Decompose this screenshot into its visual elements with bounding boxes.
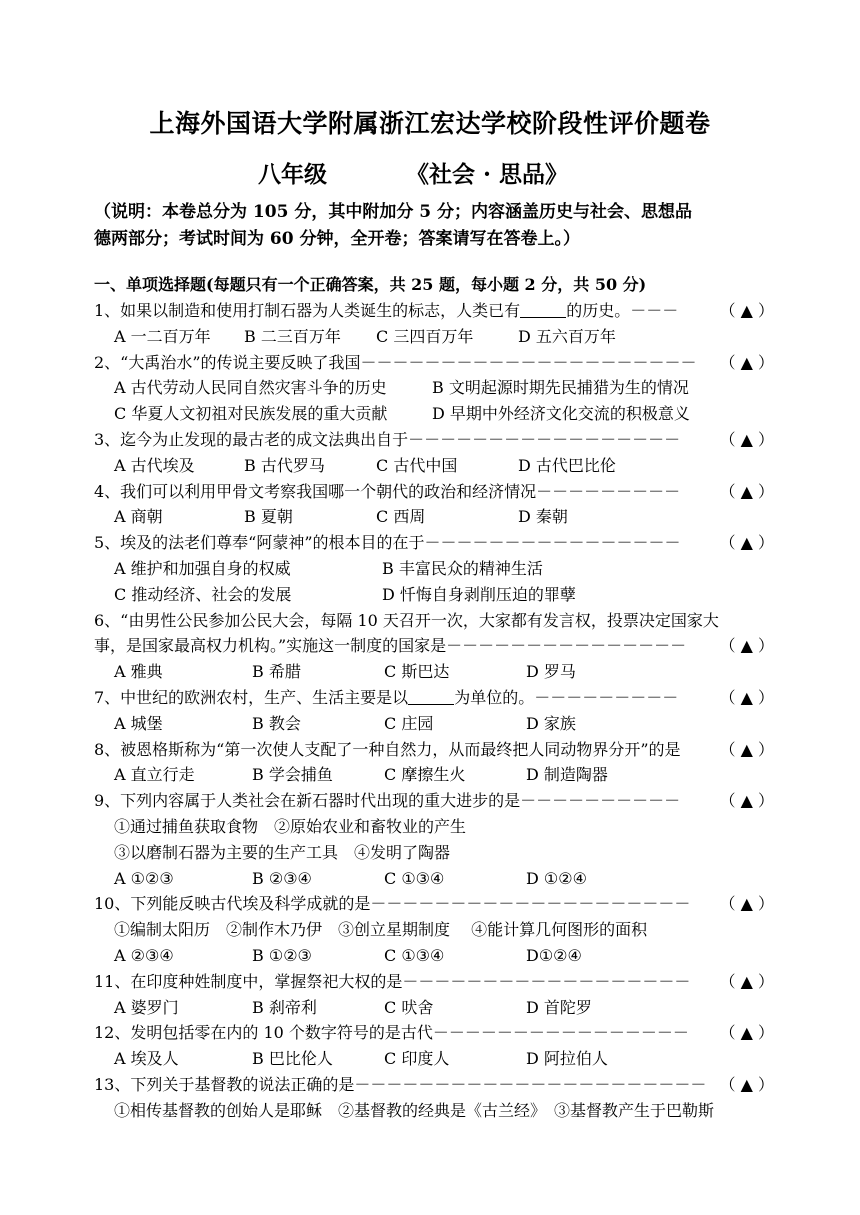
answer-mark: （ ▲ ） xyxy=(719,1074,774,1094)
option-c: C 摩擦生火 xyxy=(384,765,466,785)
option-b: B ①②③ xyxy=(252,945,312,965)
option-c: C ①③④ xyxy=(384,868,445,888)
option-a: A 婆罗门 xyxy=(114,997,179,1017)
answer-mark: （ ▲ ） xyxy=(719,429,774,449)
options-row xyxy=(94,324,774,350)
option-a: A 城堡 xyxy=(114,713,163,733)
answer-mark: （ ▲ ） xyxy=(719,352,774,372)
fill-blank[interactable] xyxy=(408,688,454,705)
question-12 xyxy=(94,1020,774,1046)
question-text: 4、我们可以利用甲骨文考察我国哪一个朝代的政治和经济情况－－－－－－－－－ xyxy=(94,481,681,501)
question-text: 5、埃及的法老们尊奉“阿蒙神”的根本目的在于－－－－－－－－－－－－－－－－ xyxy=(94,533,681,553)
question-text: 2、“大禹治水”的传说主要反映了我国－－－－－－－－－－－－－－－－－－－－－ xyxy=(94,352,697,372)
statement-items: ①编制太阳历 ②制作木乃伊 ③创立星期制度 ④能计算几何图形的面积 xyxy=(114,920,648,940)
exam-title: 上海外国语大学附属浙江宏达学校阶段性评价题卷 xyxy=(149,109,711,138)
options-row xyxy=(94,556,774,582)
instructions-line-1: （说明：本卷总分为 105 分，其中附加分 5 分；内容涵盖历史与社会、思想品 xyxy=(94,202,692,222)
option-a: A 古代埃及 xyxy=(114,455,195,475)
option-c: C 斯巴达 xyxy=(384,662,450,682)
option-b: B 二三百万年 xyxy=(244,326,341,346)
answer-mark: （ ▲ ） xyxy=(719,971,774,991)
subject-label: 《社会 · 思品》 xyxy=(406,161,569,188)
options-row xyxy=(94,866,774,892)
question-text: 9、下列内容属于人类社会在新石器时代出现的重大进步的是－－－－－－－－－－ xyxy=(94,791,681,811)
statement-items: ①相传基督教的创始人是耶稣 ②基督教的经典是《古兰经》 ③基督教产生于巴勒斯 xyxy=(114,1100,715,1120)
option-d: D 忏悔自身剥削压迫的罪孽 xyxy=(382,584,576,604)
option-c: C 印度人 xyxy=(384,1049,450,1069)
answer-mark: （ ▲ ） xyxy=(719,301,774,320)
question-text: 11、在印度种姓制度中，掌握祭祀大权的是－－－－－－－－－－－－－－－－－－ xyxy=(94,971,691,991)
option-c: C 吠舍 xyxy=(384,997,434,1017)
question-text: 10、下列能反映古代埃及科学成就的是－－－－－－－－－－－－－－－－－－－－ xyxy=(94,894,691,914)
answer-mark: （ ▲ ） xyxy=(719,687,774,707)
options-row xyxy=(94,375,774,401)
option-c: C 西周 xyxy=(376,507,426,527)
options-row xyxy=(94,995,774,1021)
fill-blank[interactable] xyxy=(520,301,566,318)
options-row xyxy=(94,504,774,530)
option-a: A 商朝 xyxy=(114,507,163,527)
option-b: B 文明起源时期先民捕猎为生的情况 xyxy=(432,378,689,398)
option-a: A ②③④ xyxy=(114,945,174,965)
option-d: D 首陀罗 xyxy=(526,997,592,1017)
options-row xyxy=(94,762,774,788)
options-row xyxy=(94,659,774,685)
question-text: 12、发明包括零在内的 10 个数字符号的是古代－－－－－－－－－－－－－－－－ xyxy=(94,1023,689,1043)
option-c: C 华夏人文初祖对民族发展的重大贡献 xyxy=(114,404,388,424)
question-text: 3、迄今为止发现的最古老的成文法典出自于－－－－－－－－－－－－－－－－－ xyxy=(94,429,681,449)
option-c: C 古代中国 xyxy=(376,455,458,475)
option-c: C 推动经济、社会的发展 xyxy=(114,584,292,604)
option-d: D ①②④ xyxy=(526,868,587,888)
answer-mark: （ ▲ ） xyxy=(719,533,774,553)
option-a: A 雅典 xyxy=(114,662,163,682)
option-b: B 教会 xyxy=(252,713,301,733)
question-list xyxy=(94,298,774,1124)
question-text: 13、下列关于基督教的说法正确的是－－－－－－－－－－－－－－－－－－－－－－ xyxy=(94,1074,707,1094)
grade-label: 八年级 xyxy=(258,161,327,188)
items-row xyxy=(94,917,774,943)
option-d: D 罗马 xyxy=(526,662,576,682)
question-2 xyxy=(94,350,774,376)
question-8 xyxy=(94,737,774,763)
exam-instructions xyxy=(94,199,784,253)
option-d: D 早期中外经济文化交流的积极意义 xyxy=(432,404,690,424)
section-heading: 一、单项选择题(每题只有一个正确答案，共 25 题，每小题 2 分，共 50 分) xyxy=(94,275,647,294)
options-row xyxy=(94,401,774,427)
question-text: 6、“由男性公民参加公民大会，每隔 10 天召开一次，大家都有发言权，投票决定国家大 xyxy=(94,610,719,630)
answer-mark: （ ▲ ） xyxy=(719,791,774,811)
question-7 xyxy=(94,685,774,711)
question-9 xyxy=(94,788,774,814)
options-row xyxy=(94,711,774,737)
question-4 xyxy=(94,479,774,505)
options-row xyxy=(94,582,774,608)
answer-mark: （ ▲ ） xyxy=(719,636,774,656)
option-d: D 古代巴比伦 xyxy=(518,455,616,475)
option-d: D 阿拉伯人 xyxy=(526,1049,608,1069)
question-3 xyxy=(94,427,774,453)
option-c: C 庄园 xyxy=(384,713,434,733)
statement-items: ③以磨制石器为主要的生产工具 ④发明了陶器 xyxy=(114,842,451,862)
option-a: A ①②③ xyxy=(114,868,174,888)
answer-mark: （ ▲ ） xyxy=(719,739,774,759)
question-text: 事，是国家最高权力机构。”实施这一制度的国家是－－－－－－－－－－－－－－－ xyxy=(94,636,687,656)
option-a: A 古代劳动人民同自然灾害斗争的历史 xyxy=(114,378,387,398)
question-13 xyxy=(94,1072,774,1098)
items-row xyxy=(94,840,774,866)
question-1 xyxy=(94,298,774,324)
items-row xyxy=(94,814,774,840)
instructions-line-2: 德两部分；考试时间为 60 分钟，全开卷；答案请写在答卷上。） xyxy=(94,229,580,249)
question-5 xyxy=(94,530,774,556)
option-c: C ①③④ xyxy=(384,945,445,965)
items-row xyxy=(94,1098,774,1124)
option-d: D 五六百万年 xyxy=(518,326,616,346)
options-row xyxy=(94,943,774,969)
question-6-continued xyxy=(94,633,774,659)
question-10 xyxy=(94,891,774,917)
question-text: 8、被恩格斯称为“第一次使人支配了一种自然力，从而最终把人同动物界分开”的是 xyxy=(94,739,681,759)
answer-mark: （ ▲ ） xyxy=(719,894,774,914)
option-b: B 刹帝利 xyxy=(252,997,317,1017)
option-d: D①②④ xyxy=(526,945,582,965)
options-row xyxy=(94,453,774,479)
question-11 xyxy=(94,969,774,995)
option-a: A 埃及人 xyxy=(114,1049,179,1069)
answer-mark: （ ▲ ） xyxy=(719,481,774,501)
question-6 xyxy=(94,608,774,634)
answer-mark: （ ▲ ） xyxy=(719,1023,774,1043)
question-text: 1、如果以制造和使用打制石器为人类诞生的标志，人类已有 的历史。－－－ xyxy=(94,301,679,320)
option-c: C 三四百万年 xyxy=(376,326,474,346)
option-d: D 制造陶器 xyxy=(526,765,608,785)
option-a: A 维护和加强自身的权威 xyxy=(114,558,291,578)
option-b: B 丰富民众的精神生活 xyxy=(382,558,543,578)
statement-items: ①通过捕鱼获取食物 ②原始农业和畜牧业的产生 xyxy=(114,816,467,836)
options-row xyxy=(94,1046,774,1072)
option-b: B 希腊 xyxy=(252,662,301,682)
option-d: D 秦朝 xyxy=(518,507,568,527)
option-b: B 学会捕鱼 xyxy=(252,765,333,785)
option-a: A 一二百万年 xyxy=(114,326,211,346)
option-a: A 直立行走 xyxy=(114,765,195,785)
option-b: B 古代罗马 xyxy=(244,455,325,475)
option-d: D 家族 xyxy=(526,713,576,733)
question-text: 7、中世纪的欧洲农村，生产、生活主要是以 为单位的。－－－－－－－－－ xyxy=(94,687,679,707)
option-b: B 夏朝 xyxy=(244,507,293,527)
option-b: B ②③④ xyxy=(252,868,312,888)
option-b: B 巴比伦人 xyxy=(252,1049,333,1069)
